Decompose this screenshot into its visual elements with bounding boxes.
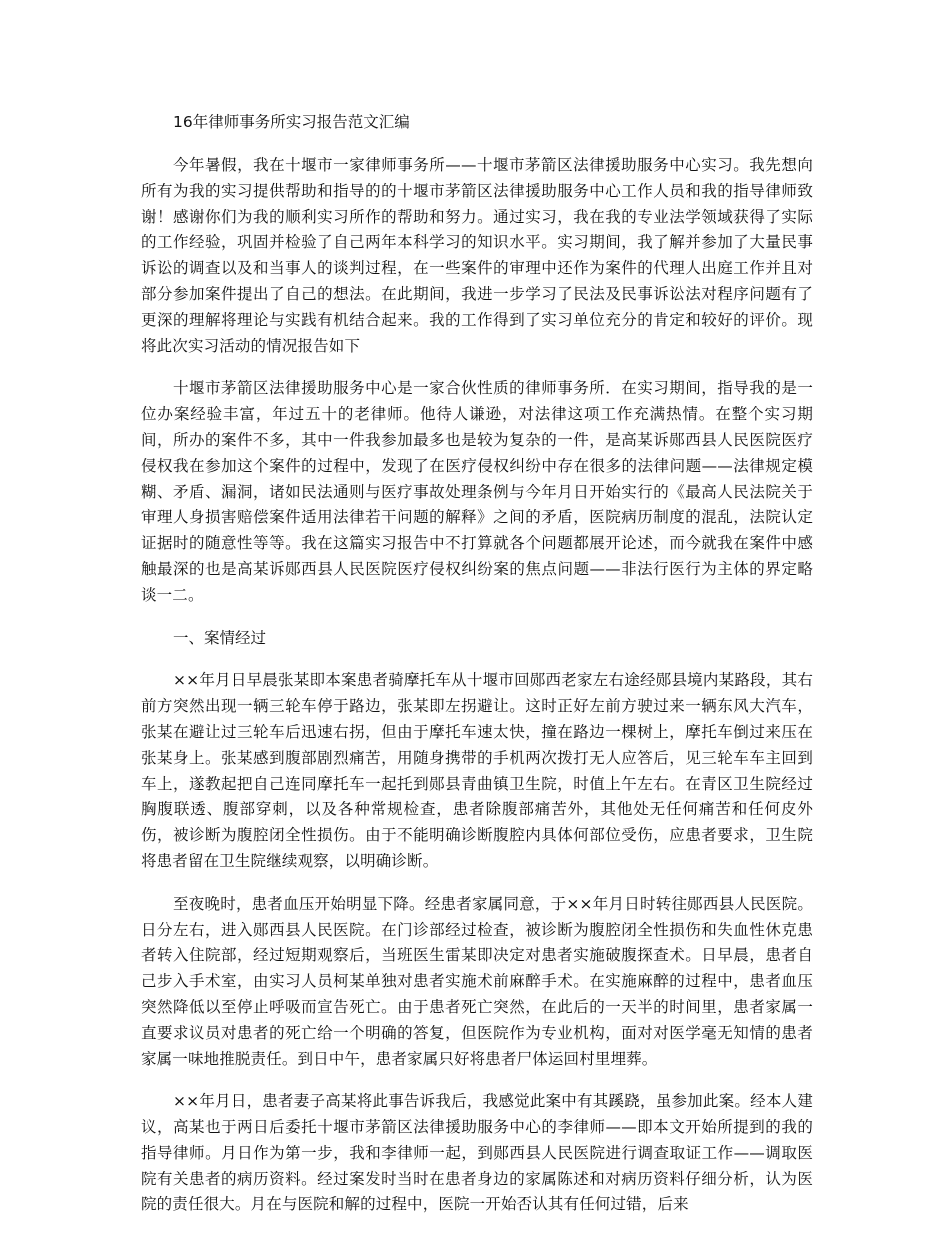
paragraph-case-accident: ××年月日早晨张某即本案患者骑摩托车从十堰市回郧西老家左右途经郧县境内某路段，其右前方突然出现一辆三轮车停于路边，张某即左拐避让。这时正好左前方驶过来一辆东风大汽车，张某在避让过三轮车后迅速右拐，但由于摩托车速太快，撞在路边一棵树上，摩托车倒过来压在张某身上。张某感到腹部剧烈痛苦，用随身携带的手机两次拨打无人应答后，见三轮车车主回到车上，遂教起把自己连同摩托车一起托到郧县青曲镇卫生院，时值上午左右。在青区卫生院经过胸腹联透、腹部穿刺，以及各种常规检查，患者除腹部痛苦外，其他处无任何痛苦和任何皮外伤，被诊断为腹腔闭全性损伤。由于不能明确诊断腹腔内具体何部位受伤，应患者要求，卫生院将患者留在卫生院继续观察，以明确诊断。 bbox=[141, 671, 813, 870]
paragraph-firm-description: 十堰市茅箭区法律援助服务中心是一家合伙性质的律师事务所．在实习期间，指导我的是一位办案经验丰富，年过五十的老律师。他待人谦逊，对法律这项工作充满热情。在整个实习期间，所办的案件不多，其中一件我参加最多也是较为复杂的一件，是高某诉郧西县人民医院医疗侵权我在参加这个案件的过程中，发现了在医疗侵权纠纷中存在很多的法律问题——法律规定模糊、矛盾、漏洞，诸如民法通则与医疗事故处理条例与今年月日开始实行的《最高人民法院关于审理人身损害赔偿案件适用法律若干问题的解释》之间的矛盾，医院病历制度的混乱，法院认定证据时的随意性等等。我在这篇实习报告中不打算就各个问题都展开论述，而今就我在案件中感触最深的也是高某诉郧西县人民医院医疗侵权纠纷案的焦点问题——非法行医行为主体的界定略谈一二。 bbox=[141, 379, 813, 604]
section-heading-case-facts: 一、案情经过 bbox=[173, 628, 267, 647]
paragraph-intro: 今年暑假，我在十堰市一家律师事务所——十堰市茅箭区法律援助服务中心实习。我先想向所有为我的实习提供帮助和指导的的十堰市茅箭区法律援助服务中心工作人员和我的指导律师致谢！感谢你们为我的顺利实习所作的帮助和努力。通过实习，我在我的专业法学领域获得了实际的工作经验，巩固并检验了自己两年本科学习的知识水平。实习期间，我了解并参加了大量民事诉讼的调查以及和当事人的谈判过程，在一些案件的审理中还作为案件的代理人出庭工作并且对部分参加案件提出了自己的想法。在此期间，我进一步学习了民法及民事诉讼法对程序问题有了更深的理解将理论与实践有机结合起来。我的工作得到了实习单位充分的肯定和较好的评价。现将此次实习活动的情况报告如下 bbox=[141, 156, 813, 355]
paragraph-case-investigation: ××年月日，患者妻子高某将此事告诉我后，我感觉此案中有其蹊跷，虽参加此案。经本人建议，高某也于两日后委托十堰市茅箭区法律援助服务中心的李律师——即本文开始所提到的我的指导律师。月日作为第一步，我和李律师一起，到郧西县人民医院进行调查取证工作——调取医院有关患者的病历资料。经过案发时当时在患者身边的家属陈述和对病历资料仔细分析，认为医院的责任很大。月在与医院和解的过程中，医院一开始否认其有任何过错，后来 bbox=[141, 1092, 813, 1214]
paragraph-case-hospital: 至夜晚时，患者血压开始明显下降。经患者家属同意，于××年月日时转往郧西县人民医院。日分左右，进入郧西县人民医院。在门诊部经过检查，被诊断为腹腔闭全性损伤和失血性休克患者转入住院部，经过短期观察后，当班医生雷某即决定对患者实施破腹探查术。日早晨，患者自己步入手术室，由实习人员柯某单独对患者实施术前麻醉手术。在实施麻醉的过程中，患者血压突然降低以至停止呼吸而宣告死亡。由于患者死亡突然，在此后的一天半的时间里，患者家属一直要求议员对患者的死亡给一个明确的答复，但医院作为专业机构，面对对医学毫无知情的患者家属一味地推脱责任。到日中午，患者家属只好将患者尸体运回村里埋葬。 bbox=[141, 894, 813, 1068]
document-page bbox=[141, 108, 813, 1235]
document-title: 16年律师事务所实习报告范文汇编 bbox=[173, 113, 410, 131]
